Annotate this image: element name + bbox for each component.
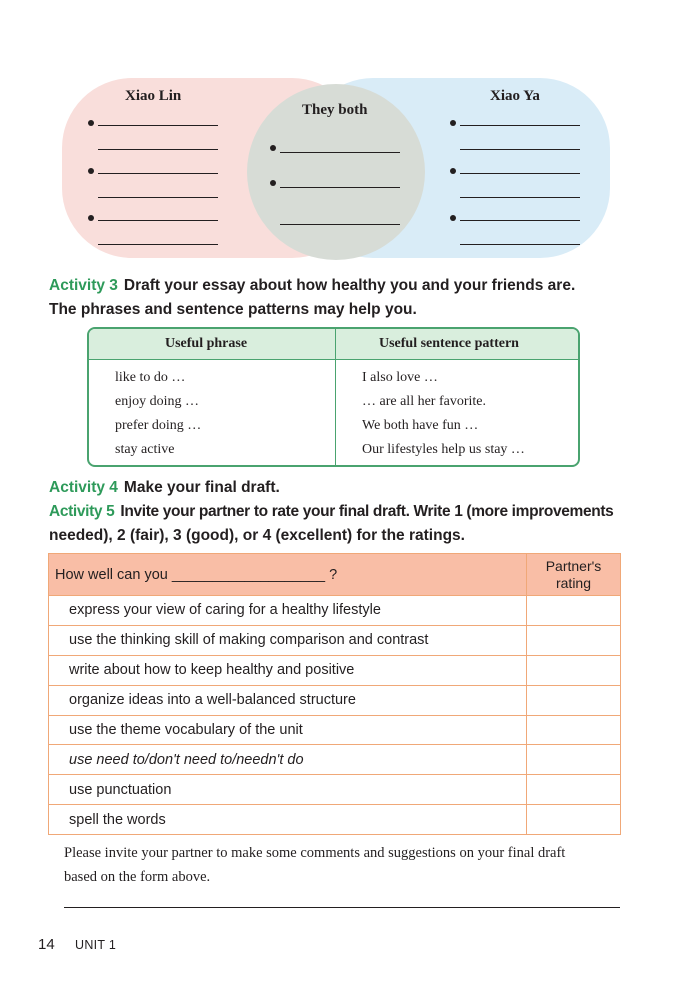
activity4-label: Activity 4 <box>49 479 118 496</box>
venn-right-blank-1[interactable] <box>460 125 580 126</box>
rating-cell[interactable] <box>527 685 621 715</box>
table-row <box>49 625 621 655</box>
activity3-line2: The phrases and sentence patterns may help you. <box>49 301 417 318</box>
rating-item: spell the words <box>49 805 527 835</box>
rating-cell[interactable] <box>527 775 621 805</box>
venn-left-bullet <box>88 215 94 221</box>
venn-left-blank-5[interactable] <box>98 220 218 221</box>
activity5-text: Invite your partner to rate your final draft. Write 1 (more improvements <box>120 503 614 520</box>
pattern-item: … are all her favorite. <box>362 394 486 409</box>
venn-left-title: Xiao Lin <box>125 88 182 104</box>
useful-table <box>87 327 580 467</box>
table-row <box>49 775 621 805</box>
venn-right-blank-5[interactable] <box>460 220 580 221</box>
venn-left-blank-6[interactable] <box>98 244 218 245</box>
phrase-item: like to do … <box>115 370 186 385</box>
page-number: 14 <box>38 936 55 953</box>
venn-right-bullet <box>450 120 456 126</box>
activity4-text: Make your final draft. <box>123 479 280 496</box>
activity5-line1 <box>49 500 613 524</box>
phrase-item: stay active <box>115 442 175 457</box>
rating-question-header: How well can you ___________________ ? <box>49 554 527 596</box>
activity3-label: Activity 3 <box>49 277 118 294</box>
useful-phrase-header: Useful phrase <box>165 336 248 351</box>
rating-item: use the theme vocabulary of the unit <box>49 715 527 745</box>
activity3-line1 <box>49 274 575 298</box>
note-line2: based on the form above. <box>64 869 211 885</box>
venn-left-blank-3[interactable] <box>98 173 218 174</box>
venn-right-blank-4[interactable] <box>460 197 580 198</box>
venn-left-bullet <box>88 120 94 126</box>
venn-left-blank-1[interactable] <box>98 125 218 126</box>
activity4-line <box>49 476 280 500</box>
rating-cell[interactable] <box>527 715 621 745</box>
comment-blank-line[interactable] <box>64 907 620 908</box>
venn-left-bullet <box>88 168 94 174</box>
venn-middle-blank-3[interactable] <box>280 224 400 225</box>
rating-item: organize ideas into a well-balanced structure <box>49 685 527 715</box>
venn-left-blank-4[interactable] <box>98 197 218 198</box>
useful-pattern-header: Useful sentence pattern <box>379 336 519 351</box>
venn-middle-blank-1[interactable] <box>280 152 400 153</box>
table-row <box>49 715 621 745</box>
rating-item: write about how to keep healthy and positive <box>49 655 527 685</box>
activity5-label: Activity 5 <box>49 503 115 520</box>
venn-middle-blank-2[interactable] <box>280 187 400 188</box>
rating-cell[interactable] <box>527 625 621 655</box>
pattern-item: Our lifestyles help us stay … <box>362 442 525 457</box>
rating-table <box>48 553 621 835</box>
table-row <box>49 655 621 685</box>
rating-cell[interactable] <box>527 745 621 775</box>
venn-middle-bullet <box>270 145 276 151</box>
venn-left-blank-2[interactable] <box>98 149 218 150</box>
venn-right-blank-6[interactable] <box>460 244 580 245</box>
rating-item: use punctuation <box>49 775 527 805</box>
pattern-item: We both have fun … <box>362 418 479 433</box>
venn-right-title: Xiao Ya <box>490 88 540 104</box>
phrase-item: prefer doing … <box>115 418 202 433</box>
venn-right-bullet <box>450 215 456 221</box>
phrase-item: enjoy doing … <box>115 394 199 409</box>
table-row <box>49 745 621 775</box>
activity3-text: Draft your essay about how healthy you and your friends are. <box>123 277 576 294</box>
useful-table-divider <box>335 329 336 465</box>
venn-middle-bullet <box>270 180 276 186</box>
unit-label: UNIT 1 <box>75 938 117 952</box>
table-row <box>49 596 621 626</box>
rating-cell[interactable] <box>527 596 621 626</box>
rating-cell[interactable] <box>527 805 621 835</box>
rating-item: express your view of caring for a healthy lifestyle <box>49 596 527 626</box>
partner-rating-header <box>527 554 621 596</box>
venn-right-blank-3[interactable] <box>460 173 580 174</box>
venn-middle-title: They both <box>302 102 368 118</box>
rating-item: use need to/don't need to/needn't do <box>49 745 527 775</box>
table-row <box>49 805 621 835</box>
partner-rating-header-text: Partner's rating <box>545 557 602 591</box>
pattern-item: I also love … <box>362 370 438 385</box>
rating-item: use the thinking skill of making comparison and contrast <box>49 625 527 655</box>
rating-table-header-row <box>49 554 621 596</box>
activity5-line2: needed), 2 (fair), 3 (good), or 4 (excellent) for the ratings. <box>49 527 465 544</box>
rating-cell[interactable] <box>527 655 621 685</box>
note-line1: Please invite your partner to make some comments and suggestions on your final draft <box>64 845 566 861</box>
venn-diagram <box>0 0 695 270</box>
table-row <box>49 685 621 715</box>
venn-right-bullet <box>450 168 456 174</box>
venn-right-blank-2[interactable] <box>460 149 580 150</box>
